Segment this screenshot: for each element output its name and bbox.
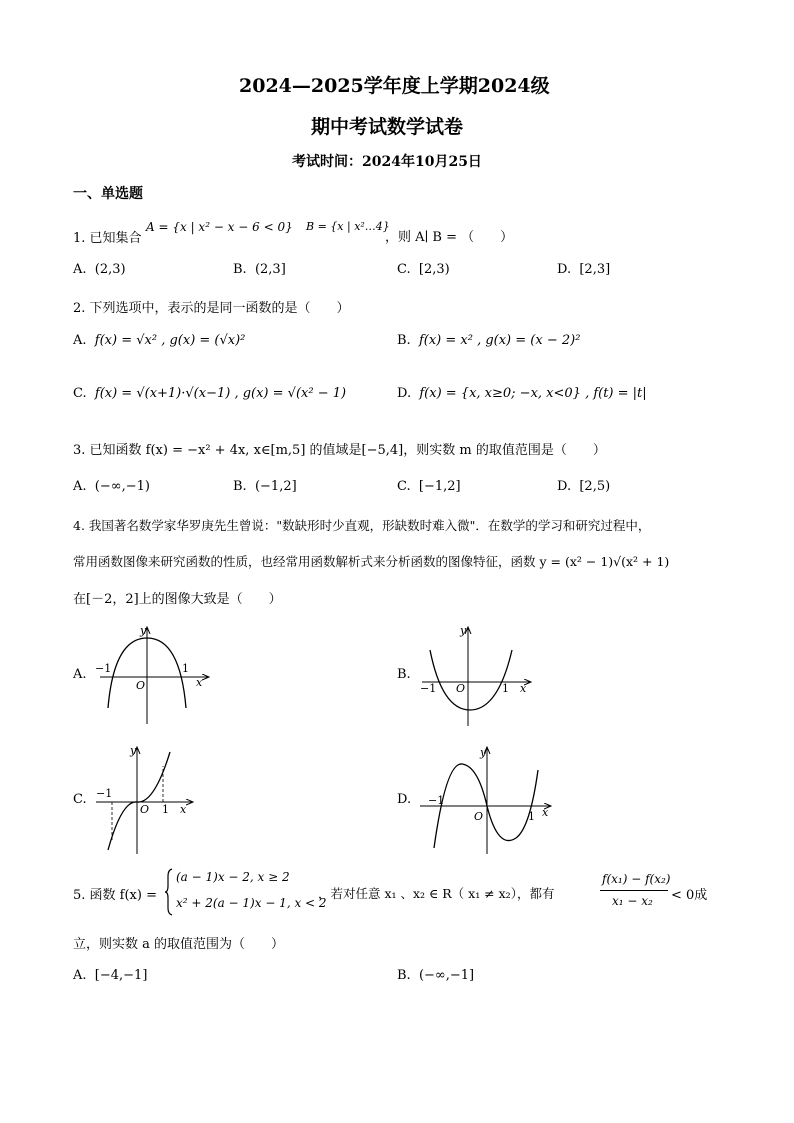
exam-time: 考试时间：2024年10月25日 (292, 154, 482, 170)
q5-piece2: x² + 2(a − 1)x − 1, x < 2 (176, 896, 327, 910)
q5-frac-num: f(x₁) − f(x₂) (602, 872, 671, 886)
origin-label: O (136, 679, 146, 692)
q2-stem: 2. 下列选项中，表示的是同一函数的是（ ） (73, 301, 350, 316)
q5-option-b: B. (−∞,−1] (397, 968, 475, 983)
origin-label: O (456, 682, 466, 695)
q4-option-b-letter: B. (397, 667, 411, 682)
q4-graph-d (418, 742, 558, 857)
one-label: 1 (182, 662, 189, 675)
y-label: y (130, 744, 137, 757)
q5-brace (164, 868, 174, 916)
one-label: 1 (528, 810, 535, 823)
y-label: y (480, 746, 487, 759)
q5-stem-prefix: 5. 函数 f(x) = (73, 888, 157, 903)
q4-option-a-letter: A. (73, 667, 87, 682)
q4-graph-a (90, 620, 220, 730)
x-label: x (520, 682, 527, 695)
q5-piece1: (a − 1)x − 2, x ≥ 2 (176, 870, 290, 884)
neg1-label: −1 (420, 682, 437, 695)
one-label: 1 (502, 682, 509, 695)
q4-line1: 4. 我国著名数学家华罗庚先生曾说："数缺形时少直观，形缺数时难入微"．在数学的学习和研究过程中， (73, 518, 651, 533)
section-title: 一、单选题 (73, 186, 143, 202)
q3-option-b: B. (−1,2] (233, 479, 297, 494)
q5-frac-den: x₁ − x₂ (612, 894, 653, 908)
q2-option-b: B. f(x) = x² , g(x) = (x − 2)² (397, 333, 581, 348)
one-label: 1 (162, 803, 169, 816)
q1-set-a: A = {x | x² − x − 6 < 0} (146, 220, 293, 234)
q1-option-c: C. [2,3) (397, 262, 450, 277)
q1-option-a: A. (2,3) (73, 262, 126, 277)
q5-stem-end: < 0成 (671, 888, 708, 903)
q2-option-a: A. f(x) = √x² , g(x) = (√x)² (73, 333, 246, 348)
curve (108, 752, 170, 850)
y-label: y (460, 624, 467, 637)
q5-frac-bar (600, 890, 668, 891)
x-label: x (196, 676, 203, 689)
q4-graph-b (414, 620, 544, 730)
title-line1: 2024—2025学年度上学期2024级 (239, 75, 550, 97)
q1-option-d: D. [2,3] (557, 262, 611, 277)
q4-line2: 常用函数图像来研究函数的性质，也经常用函数解析式来分析函数的图像特征，函数 y = (x² − 1)√(x² + 1) (73, 554, 670, 569)
q1-stem-suffix: ，则 A∣ B = （ ） (385, 230, 514, 245)
q5-line2: 立，则实数 a 的取值范围为（ ） (73, 937, 285, 952)
q3-option-a: A. (−∞,−1) (73, 479, 150, 494)
q1-set-b: B = {x | x²…4} (306, 220, 390, 233)
q3-option-d: D. [2,5) (557, 479, 611, 494)
q5-stem-mid: ，若对任意 x₁ 、x₂ ∈ R（ x₁ ≠ x₂），都有 (318, 886, 555, 901)
origin-label: O (140, 803, 150, 816)
x-label: x (180, 803, 187, 816)
title-line2: 期中考试数学试卷 (311, 116, 464, 138)
q2-option-d: D. f(x) = {x, x≥0; −x, x<0} , f(t) = |t| (397, 386, 647, 401)
q4-graph-c (92, 742, 202, 857)
q1-stem-prefix: 1. 已知集合 (73, 231, 142, 246)
q4-option-d-letter: D. (397, 792, 412, 807)
q5-option-a: A. [−4,−1] (73, 968, 148, 983)
curve (430, 650, 512, 710)
q3-option-c: C. [−1,2] (397, 479, 461, 494)
neg1-label: −1 (96, 787, 113, 800)
x-label: x (542, 806, 549, 819)
q3-stem: 3. 已知函数 f(x) = −x² + 4x, x∈[m,5] 的值域是[−5,4]，则实数 m 的取值范围是（ ） (73, 443, 606, 458)
q1-option-b: B. (2,3] (233, 262, 286, 277)
origin-label: O (474, 810, 484, 823)
y-label: y (140, 624, 147, 637)
q4-option-c-letter: C. (73, 792, 87, 807)
q2-option-c: C. f(x) = √(x+1)·√(x−1) , g(x) = √(x² − 1) (73, 386, 347, 401)
neg1-label: −1 (428, 794, 445, 807)
q4-line3: 在[－2，2]上的图像大致是（ ） (73, 592, 282, 607)
neg1-label: −1 (95, 662, 112, 675)
